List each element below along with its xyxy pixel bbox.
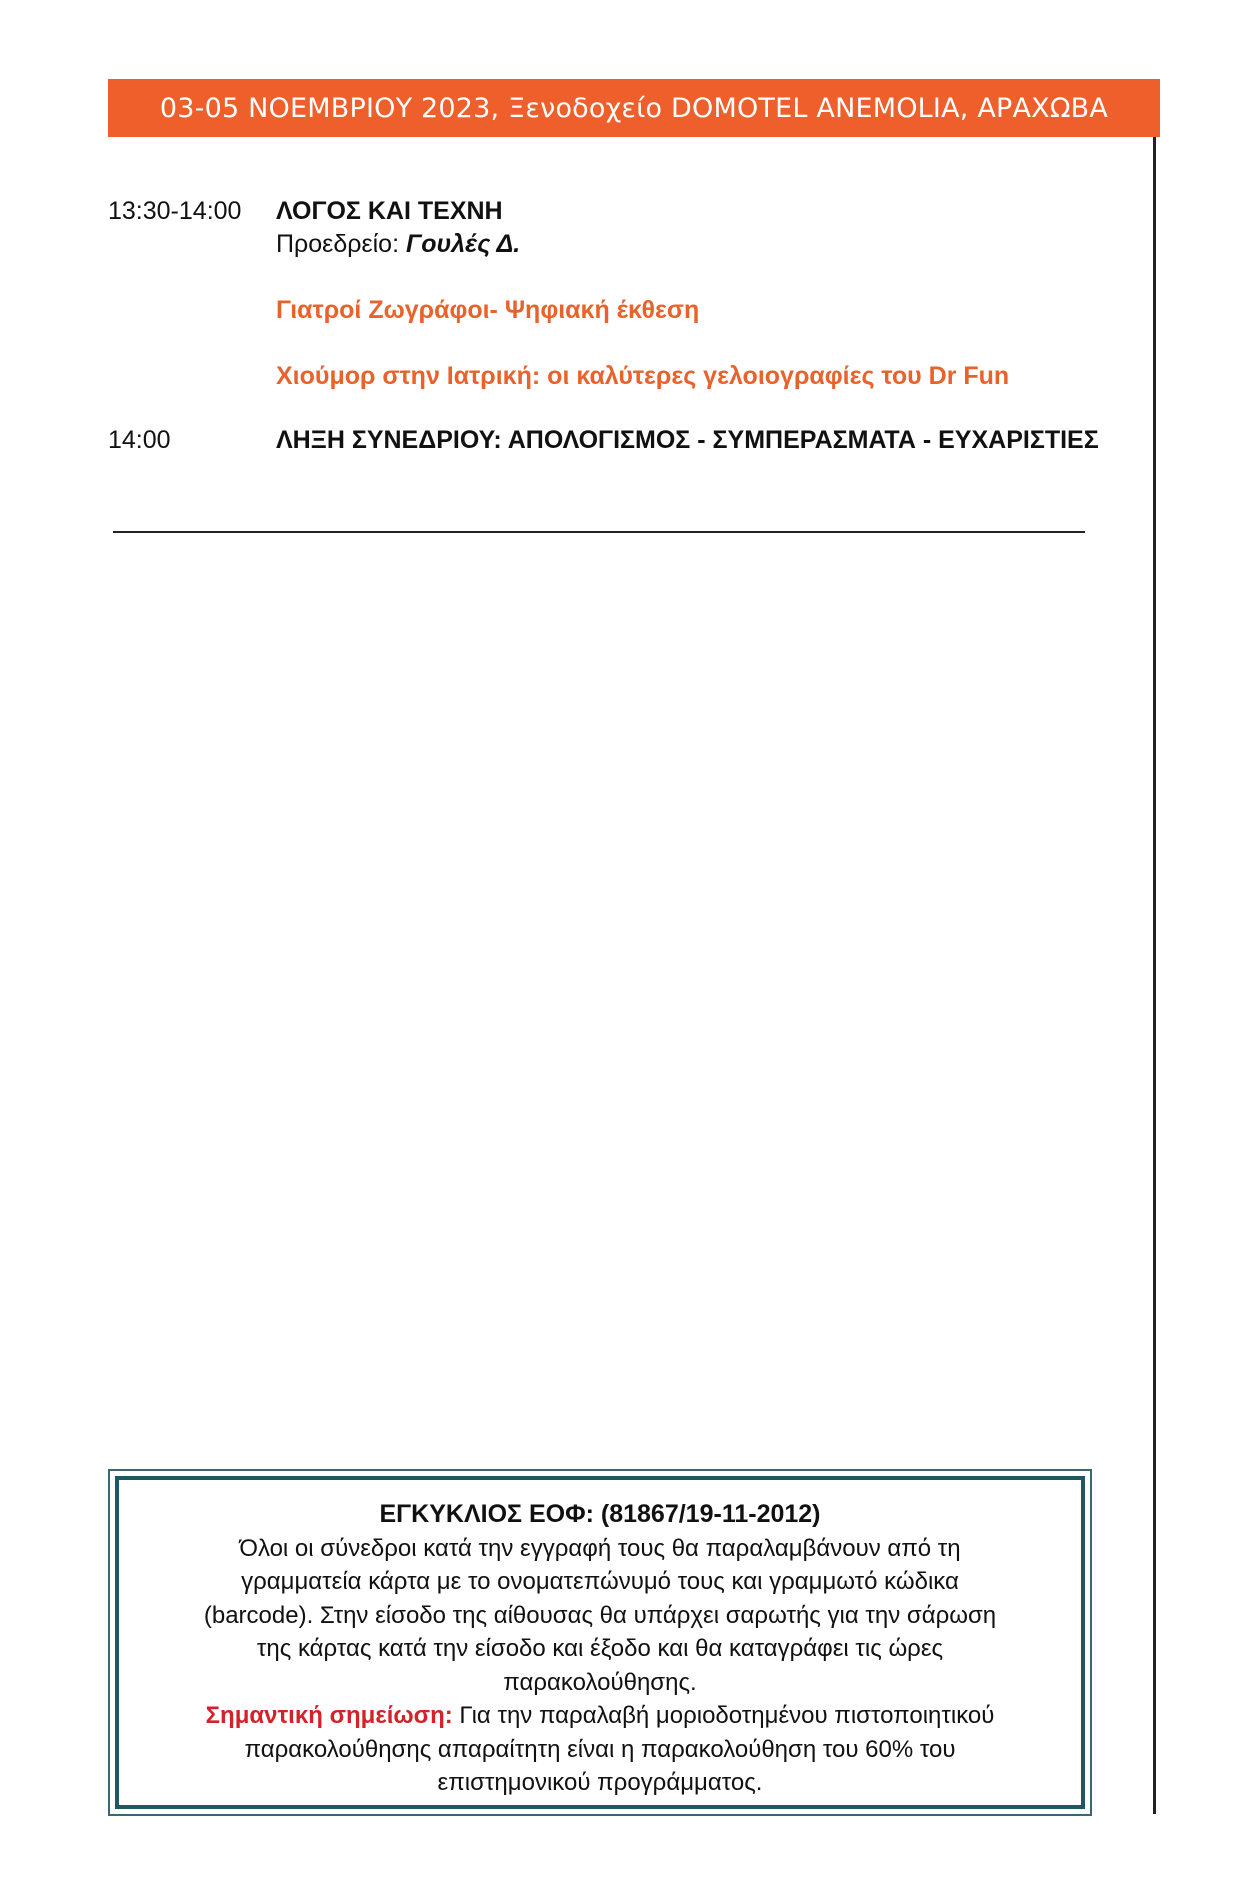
notice-box — [108, 1469, 1092, 1816]
notice-box-inner — [115, 1476, 1085, 1809]
header-banner — [108, 79, 1160, 137]
right-border-rule — [1153, 137, 1156, 1814]
session-time: 13:30-14:00 — [108, 197, 242, 225]
important-note-line — [119, 1699, 1081, 1733]
chair-name: Γουλές Δ. — [405, 230, 521, 258]
chair-label: Προεδρείο: — [276, 230, 406, 258]
section-divider — [113, 531, 1085, 533]
notice-body-line: γραμματεία κάρτα με το ονοματεπώνυμό τους και γραμμωτό κώδικα — [241, 1568, 959, 1595]
important-note-line: επιστημονικού προγράμματος. — [437, 1769, 763, 1796]
closing-time: 14:00 — [108, 426, 171, 454]
notice-body-line: (barcode). Στην είσοδο της αίθουσας θα υπάρχει σαρωτής για την σάρωση — [203, 1601, 997, 1629]
important-note-text: Για την παραλαβή μοριοδοτημένου πιστοποιητικού — [452, 1702, 995, 1729]
session-chair — [276, 229, 520, 259]
header-text: 03-05 ΝΟΕΜΒΡΙΟΥ 2023, Ξενοδοχείο DOMOTEL ANEMOLIA, ΑΡΑΧΩΒΑ — [159, 92, 1109, 124]
notice-body-line: της κάρτας κατά την είσοδο και έξοδο και θα καταγράφει τις ώρες — [256, 1635, 944, 1662]
notice-title: ΕΓΚΥΚΛΙΟΣ ΕΟΦ: (81867/19-11-2012) — [379, 1500, 821, 1528]
notice-body-line: Όλοι οι σύνεδροι κατά την εγγραφή τους θα παραλαμβάνουν από τη — [239, 1534, 961, 1562]
notice-body-line: παρακολούθησης. — [503, 1668, 697, 1696]
important-note-line: παρακολούθησης απαραίτητη είναι η παρακολούθηση του 60% του — [244, 1735, 956, 1763]
important-note-label: Σημαντική σημείωση: — [205, 1702, 453, 1729]
closing-title: ΛΗΞΗ ΣΥΝΕΔΡΙΟΥ: ΑΠΟΛΟΓΙΣΜΟΣ - ΣΥΜΠΕΡΑΣΜΑΤΑ - ΕΥΧΑΡΙΣΤΙΕΣ — [276, 426, 1099, 454]
session-title: ΛΟΓΟΣ ΚΑΙ ΤΕΧΝΗ — [276, 197, 503, 225]
item-doctors-painters: Γιατροί Ζωγράφοι- Ψηφιακή έκθεση — [276, 296, 700, 324]
item-humor-medicine: Χιούμορ στην Ιατρική: οι καλύτερες γελοιογραφίες του Dr Fun — [276, 362, 1010, 390]
